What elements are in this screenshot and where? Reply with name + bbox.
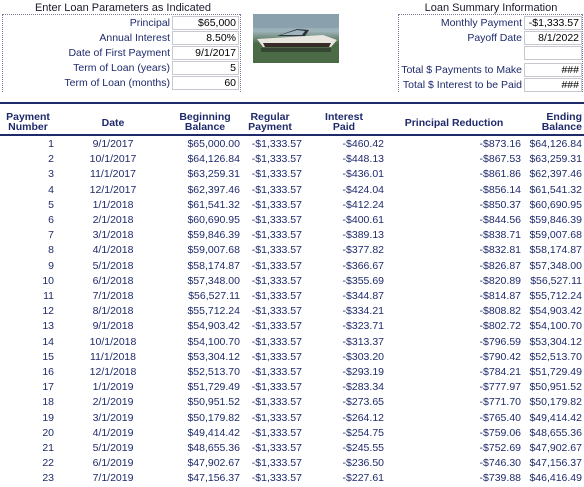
payment-number-cell: 21	[42, 442, 54, 454]
params-left-border	[2, 14, 3, 92]
interest-paid-cell: -$303.20	[342, 350, 384, 363]
ending-balance-cell: $60,690.95	[529, 198, 582, 211]
principal-reduction-cell: -$808.82	[479, 305, 521, 318]
beginning-balance-cell: $60,690.95	[187, 214, 240, 226]
regular-payment-cell: -$1,333.57	[251, 274, 302, 287]
term-months-label: Term of Loan (months)	[64, 77, 170, 89]
table-row	[0, 136, 584, 151]
date-cell: 7/1/2018	[92, 290, 134, 302]
ending-balance-cell: $50,951.52	[529, 381, 582, 394]
ending-balance-cell: $59,007.68	[529, 229, 582, 242]
term-years-input[interactable]: 5	[172, 61, 239, 75]
ending-balance-cell: $47,156.37	[529, 457, 582, 470]
date-cell: 3/1/2019	[92, 411, 134, 424]
interest-paid-cell: -$412.24	[342, 198, 384, 211]
total-interest-value[interactable]: ###	[524, 78, 582, 92]
regular-payment-cell: -$1,333.57	[251, 305, 302, 318]
loan-summary-title: Loan Summary Information	[424, 2, 558, 14]
beginning-balance-cell: $55,712.24	[187, 305, 240, 318]
beginning-balance-cell: $62,397.46	[187, 183, 240, 196]
principal-reduction-cell: -$873.16	[479, 138, 521, 150]
payoff-date-label: Payoff Date	[467, 32, 522, 44]
payment-number-cell: 7	[48, 229, 54, 242]
principal-reduction-cell: -$861.86	[479, 168, 521, 181]
beginning-balance-cell: $49,414.42	[187, 426, 240, 439]
interest-paid-cell: -$254.75	[342, 426, 384, 439]
regular-payment-cell: -$1,333.57	[251, 320, 302, 333]
interest-paid-cell: -$236.50	[342, 457, 384, 470]
interest-paid-cell: -$389.13	[342, 229, 384, 242]
ending-balance-cell: $50,179.82	[529, 396, 582, 409]
table-row	[0, 258, 584, 273]
regular-payment-cell: -$1,333.57	[251, 138, 302, 150]
table-row	[0, 273, 584, 288]
principal-reduction-cell: -$752.69	[479, 442, 521, 454]
interest-paid-cell: -$334.21	[342, 305, 384, 318]
date-cell: 10/1/2018	[89, 335, 137, 348]
date-cell: 6/1/2018	[92, 274, 134, 287]
table-row	[0, 425, 584, 440]
payment-number-cell: 22	[42, 457, 54, 470]
ending-balance-cell: $47,902.67	[529, 442, 582, 454]
interest-paid-cell: -$283.34	[342, 381, 384, 394]
first-payment-date-input[interactable]: 9/1/2017	[172, 46, 239, 60]
principal-reduction-cell: -$765.40	[479, 411, 521, 424]
beginning-balance-cell: $54,903.42	[187, 320, 240, 333]
regular-payment-cell: -$1,333.57	[251, 290, 302, 302]
interest-paid-cell: -$448.13	[342, 153, 384, 166]
term-months-input[interactable]: 60	[172, 76, 239, 90]
regular-payment-cell: -$1,333.57	[251, 366, 302, 378]
payoff-date-value[interactable]: 8/1/2022	[524, 31, 582, 45]
table-row	[0, 394, 584, 409]
date-cell: 1/1/2018	[92, 198, 134, 211]
ending-balance-cell: $48,655.36	[529, 426, 582, 439]
interest-paid-cell: -$400.61	[342, 214, 384, 226]
table-row	[0, 349, 584, 364]
principal-reduction-cell: -$759.06	[479, 426, 521, 439]
regular-payment-cell: -$1,333.57	[251, 472, 302, 485]
regular-payment-cell: -$1,333.57	[251, 335, 302, 348]
term-years-label: Term of Loan (years)	[73, 62, 170, 74]
payment-number-cell: 2	[48, 153, 54, 166]
date-cell: 12/1/2018	[89, 366, 137, 378]
beginning-balance-cell: $64,126.84	[187, 153, 240, 166]
date-cell: 2/1/2018	[92, 214, 134, 226]
payment-number-cell: 23	[42, 472, 54, 485]
ending-balance-cell: $54,100.70	[529, 320, 582, 333]
beginning-balance-cell: $59,846.39	[187, 229, 240, 242]
column-header-interest-paid: Interest Paid	[325, 111, 363, 133]
payment-number-cell: 14	[42, 335, 54, 348]
regular-payment-cell: -$1,333.57	[251, 411, 302, 424]
summary-top-border	[398, 14, 582, 15]
regular-payment-cell: -$1,333.57	[251, 426, 302, 439]
payment-number-cell: 15	[42, 350, 54, 363]
table-row	[0, 197, 584, 212]
date-cell: 4/1/2019	[92, 426, 134, 439]
principal-reduction-cell: -$796.59	[479, 335, 521, 348]
regular-payment-cell: -$1,333.57	[251, 259, 302, 272]
beginning-balance-cell: $57,348.00	[187, 274, 240, 287]
payment-number-cell: 6	[48, 214, 54, 226]
ending-balance-cell: $58,174.87	[529, 244, 582, 257]
date-cell: 9/1/2018	[92, 320, 134, 333]
ending-balance-cell: $53,304.12	[529, 335, 582, 348]
ending-balance-cell: $46,416.49	[529, 472, 582, 485]
table-row	[0, 379, 584, 394]
date-cell: 4/1/2018	[92, 244, 134, 257]
table-row	[0, 470, 584, 485]
monthly-payment-value[interactable]: -$1,333.57	[524, 16, 582, 30]
summary-left-border	[398, 14, 399, 92]
payment-number-cell: 19	[42, 411, 54, 424]
table-row	[0, 440, 584, 455]
payment-number-cell: 13	[42, 320, 54, 333]
payment-number-cell: 3	[48, 168, 54, 181]
beginning-balance-cell: $56,527.11	[188, 290, 240, 302]
interest-paid-cell: -$355.69	[342, 274, 384, 287]
principal-input[interactable]: $65,000	[172, 16, 239, 30]
interest-paid-cell: -$273.65	[342, 396, 384, 409]
principal-reduction-cell: -$784.21	[479, 366, 521, 378]
principal-reduction-cell: -$790.42	[479, 350, 521, 363]
regular-payment-cell: -$1,333.57	[251, 153, 302, 166]
regular-payment-cell: -$1,333.57	[251, 457, 302, 470]
payment-number-cell: 5	[48, 198, 54, 211]
table-row	[0, 242, 584, 257]
table-row	[0, 166, 584, 181]
ending-balance-cell: $63,259.31	[529, 153, 582, 166]
column-header-ending-balance: Ending Balance	[541, 111, 582, 133]
payment-number-cell: 8	[48, 244, 54, 257]
regular-payment-cell: -$1,333.57	[251, 442, 302, 454]
total-payments-value[interactable]: ###	[524, 63, 582, 77]
table-row	[0, 410, 584, 425]
beginning-balance-cell: $51,729.49	[187, 381, 240, 394]
column-header-payment-number: Payment Number	[6, 111, 50, 133]
payment-number-cell: 16	[42, 366, 54, 378]
regular-payment-cell: -$1,333.57	[251, 214, 302, 226]
total-interest-label: Total $ Interest to be Paid	[402, 79, 522, 91]
beginning-balance-cell: $61,541.32	[187, 198, 240, 211]
column-header-regular-payment: Regular Payment	[248, 111, 292, 133]
ending-balance-cell: $64,126.84	[529, 138, 582, 150]
beginning-balance-cell: $50,179.82	[187, 411, 240, 424]
summary-right-border	[582, 14, 583, 92]
date-cell: 10/1/2017	[89, 153, 137, 166]
regular-payment-cell: -$1,333.57	[251, 168, 302, 181]
loan-parameters-title: Enter Loan Parameters as Indicated	[34, 2, 212, 14]
interest-paid-cell: -$366.67	[342, 259, 384, 272]
principal-reduction-cell: -$746.30	[479, 457, 521, 470]
column-header-beginning-balance: Beginning Balance	[179, 111, 231, 133]
annual-interest-input[interactable]: 8.50%	[172, 31, 239, 45]
payment-number-cell: 11	[43, 290, 54, 302]
date-cell: 5/1/2019	[92, 442, 134, 454]
date-cell: 1/1/2019	[92, 381, 134, 394]
interest-paid-cell: -$424.04	[342, 183, 384, 196]
ending-balance-cell: $49,414.42	[529, 411, 582, 424]
payment-number-cell: 20	[42, 426, 54, 439]
principal-reduction-cell: -$867.53	[479, 153, 521, 166]
regular-payment-cell: -$1,333.57	[251, 183, 302, 196]
principal-reduction-cell: -$771.70	[479, 396, 521, 409]
payment-number-cell: 9	[48, 259, 54, 272]
beginning-balance-cell: $63,259.31	[187, 168, 240, 181]
column-header-date: Date	[101, 117, 125, 129]
table-row	[0, 151, 584, 166]
table-top-rule	[0, 102, 584, 104]
date-cell: 12/1/2017	[89, 183, 137, 196]
payment-number-cell: 18	[42, 396, 54, 409]
date-cell: 8/1/2018	[92, 305, 134, 318]
principal-reduction-cell: -$739.88	[479, 472, 521, 485]
payment-number-cell: 1	[48, 138, 54, 150]
beginning-balance-cell: $53,304.12	[187, 350, 240, 363]
summary-blank-cell[interactable]	[524, 46, 582, 60]
params-top-border	[2, 14, 240, 15]
ending-balance-cell: $61,541.32	[529, 183, 582, 196]
payment-number-cell: 12	[42, 305, 54, 318]
date-cell: 6/1/2019	[92, 457, 134, 470]
table-row	[0, 288, 584, 303]
principal-reduction-cell: -$814.87	[479, 290, 521, 302]
date-cell: 3/1/2018	[92, 229, 134, 242]
column-header-principal-reduction: Principal Reduction	[404, 117, 504, 129]
regular-payment-cell: -$1,333.57	[251, 244, 302, 257]
ending-balance-cell: $52,513.70	[529, 350, 582, 363]
date-cell: 9/1/2017	[92, 138, 134, 150]
date-cell: 11/1/2017	[90, 168, 136, 181]
ending-balance-cell: $55,712.24	[529, 290, 582, 302]
total-payments-label: Total $ Payments to Make	[401, 64, 522, 76]
principal-label: Principal	[129, 17, 170, 29]
table-row	[0, 303, 584, 318]
first-payment-date-label: Date of First Payment	[68, 47, 170, 59]
date-cell: 7/1/2019	[92, 472, 134, 485]
params-right-border	[240, 14, 241, 92]
date-cell: 2/1/2019	[92, 396, 134, 409]
interest-paid-cell: -$313.37	[342, 335, 384, 348]
beginning-balance-cell: $47,902.67	[187, 457, 240, 470]
principal-reduction-cell: -$844.56	[479, 214, 521, 226]
interest-paid-cell: -$436.01	[342, 168, 384, 181]
date-cell: 5/1/2018	[92, 259, 134, 272]
ending-balance-cell: $57,348.00	[529, 259, 582, 272]
table-row	[0, 334, 584, 349]
beginning-balance-cell: $50,951.52	[187, 396, 240, 409]
table-row	[0, 364, 584, 379]
ending-balance-cell: $62,397.46	[529, 168, 582, 181]
beginning-balance-cell: $54,100.70	[187, 335, 240, 348]
principal-reduction-cell: -$832.81	[479, 244, 521, 257]
interest-paid-cell: -$264.12	[342, 411, 384, 424]
principal-reduction-cell: -$856.14	[479, 183, 521, 196]
interest-paid-cell: -$293.19	[342, 366, 384, 378]
date-cell: 11/1/2018	[90, 350, 136, 363]
regular-payment-cell: -$1,333.57	[251, 381, 302, 394]
beginning-balance-cell: $65,000.00	[187, 138, 240, 150]
beginning-balance-cell: $48,655.36	[187, 442, 240, 454]
ending-balance-cell: $54,903.42	[529, 305, 582, 318]
payment-number-cell: 17	[42, 381, 54, 394]
principal-reduction-cell: -$777.97	[479, 381, 521, 394]
payment-number-cell: 10	[42, 274, 54, 287]
interest-paid-cell: -$227.61	[342, 472, 384, 485]
beginning-balance-cell: $47,156.37	[187, 472, 240, 485]
regular-payment-cell: -$1,333.57	[251, 229, 302, 242]
ending-balance-cell: $51,729.49	[529, 366, 582, 378]
principal-reduction-cell: -$850.37	[479, 198, 521, 211]
principal-reduction-cell: -$802.72	[479, 320, 521, 333]
annual-interest-label: Annual Interest	[99, 32, 170, 44]
beginning-balance-cell: $59,007.68	[187, 244, 240, 257]
speedboat-photo	[253, 14, 339, 63]
monthly-payment-label: Monthly Payment	[440, 17, 522, 29]
interest-paid-cell: -$344.87	[342, 290, 384, 302]
principal-reduction-cell: -$826.87	[479, 259, 521, 272]
principal-reduction-cell: -$820.89	[479, 274, 521, 287]
ending-balance-cell: $56,527.11	[530, 274, 582, 287]
beginning-balance-cell: $52,513.70	[187, 366, 240, 378]
table-row	[0, 318, 584, 333]
interest-paid-cell: -$377.82	[342, 244, 384, 257]
interest-paid-cell: -$323.71	[342, 320, 384, 333]
payment-number-cell: 4	[48, 183, 54, 196]
table-row	[0, 182, 584, 197]
regular-payment-cell: -$1,333.57	[251, 198, 302, 211]
ending-balance-cell: $59,846.39	[529, 214, 582, 226]
principal-reduction-cell: -$838.71	[479, 229, 521, 242]
interest-paid-cell: -$245.55	[342, 442, 384, 454]
table-row	[0, 212, 584, 227]
interest-paid-cell: -$460.42	[342, 138, 384, 150]
table-row	[0, 227, 584, 242]
beginning-balance-cell: $58,174.87	[187, 259, 240, 272]
regular-payment-cell: -$1,333.57	[251, 396, 302, 409]
regular-payment-cell: -$1,333.57	[251, 350, 302, 363]
table-row	[0, 455, 584, 470]
